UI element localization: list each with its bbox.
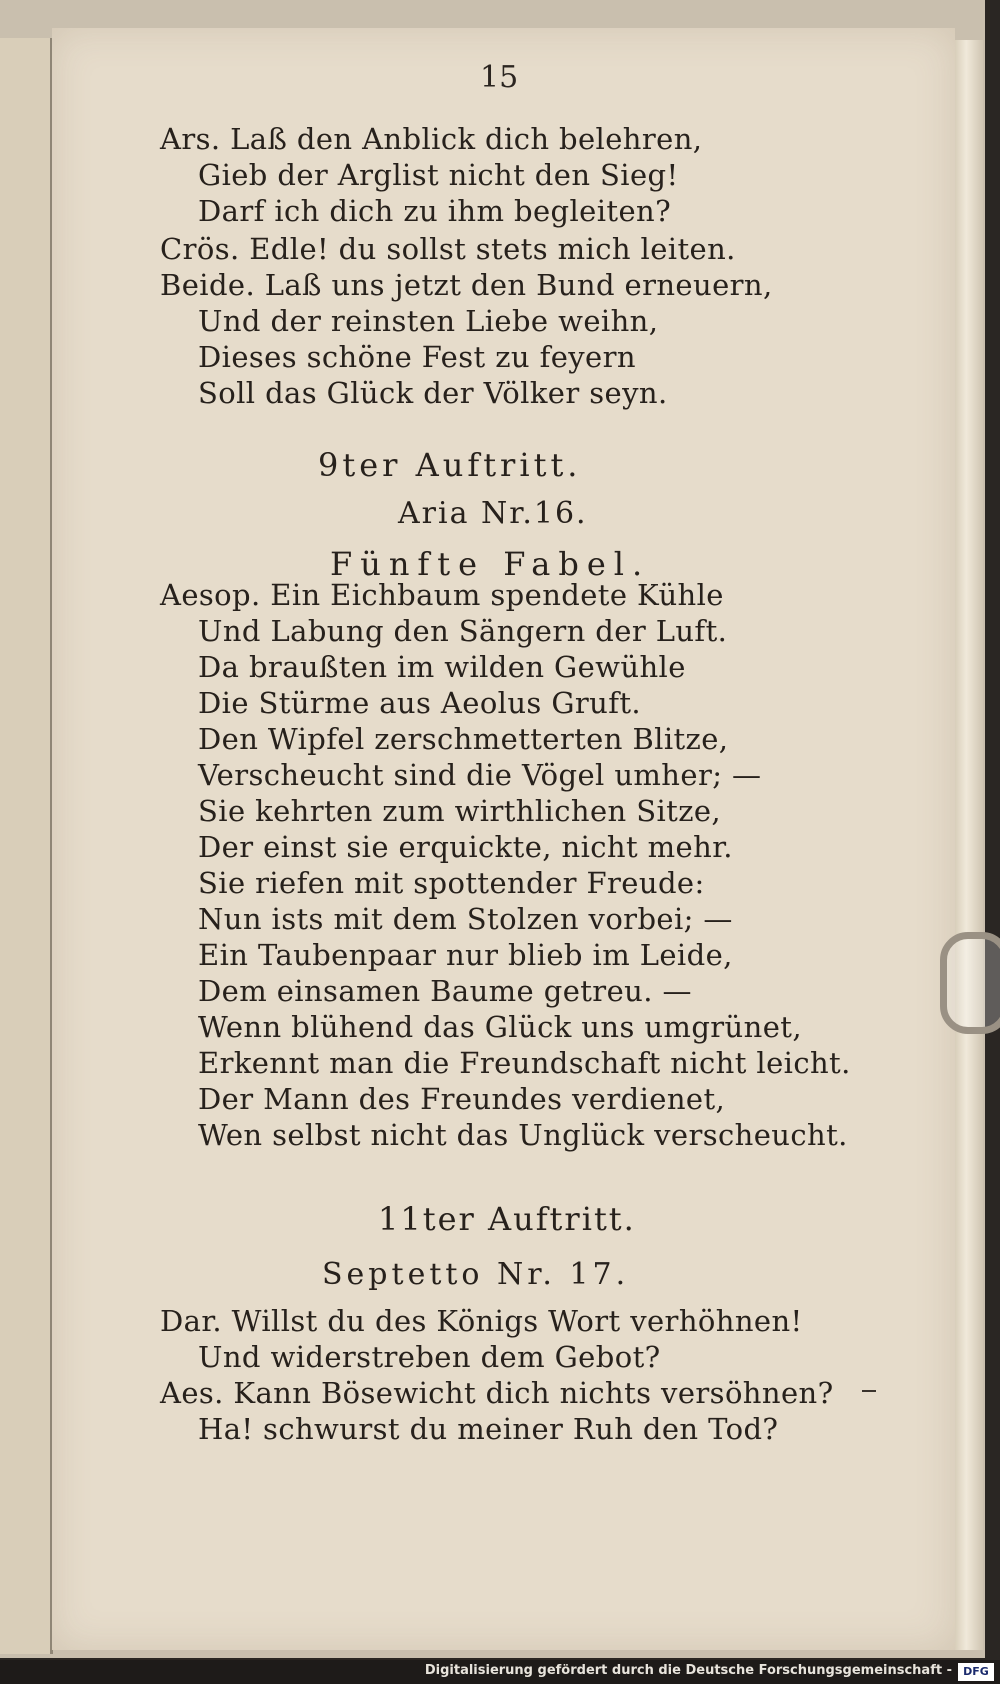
margin-mark — [862, 1390, 876, 1392]
verse-line: Erkennt man die Freundschaft nicht leicht. — [198, 1046, 851, 1080]
dfg-logo: DFG — [958, 1663, 994, 1681]
verse-line: Crös. Edle! du sollst stets mich leiten. — [160, 232, 736, 266]
verse-line: Ars. Laß den Anblick dich belehren, — [160, 122, 703, 156]
verse-line: Dem einsamen Baume getreu. — — [198, 974, 692, 1008]
fable-title: Fünfte Fabel. — [330, 545, 651, 583]
verse-line: Dieses schöne Fest zu feyern — [198, 340, 636, 374]
verse-line: Gieb der Arglist nicht den Sieg! — [198, 158, 679, 192]
verse-line: Ein Taubenpaar nur blieb im Leide, — [198, 938, 733, 972]
page-edge-strip — [955, 40, 983, 1650]
verse-line: Ha! schwurst du meiner Ruh den Tod? — [198, 1412, 779, 1446]
verse-line: Sie kehrten zum wirthlichen Sitze, — [198, 794, 722, 828]
verse-line: Nun ists mit dem Stolzen vorbei; — — [198, 902, 733, 936]
verse-line: Sie riefen mit spottender Freude: — [198, 866, 705, 900]
left-page-edge — [0, 38, 53, 1654]
verse-line: Soll das Glück der Völker seyn. — [198, 376, 668, 410]
page-clip — [940, 932, 1000, 1034]
verse-line: Und Labung den Sängern der Luft. — [198, 614, 728, 648]
page-number: 15 — [480, 60, 519, 95]
verse-line: Der einst sie erquickte, nicht mehr. — [198, 830, 733, 864]
verse-line: Aesop. Ein Eichbaum spendete Kühle — [160, 578, 724, 612]
verse-line: Die Stürme aus Aeolus Gruft. — [198, 686, 642, 720]
scene-heading: 9ter Auftritt. — [318, 446, 582, 484]
verse-line: Den Wipfel zerschmetterten Blitze, — [198, 722, 729, 756]
verse-line: Wen selbst nicht das Unglück verscheucht. — [198, 1118, 848, 1152]
aria-title: Aria Nr.16. — [398, 496, 588, 531]
verse-line: Und der reinsten Liebe weihn, — [198, 304, 659, 338]
scene-heading: 11ter Auftritt. — [378, 1200, 636, 1238]
septetto-title: Septetto Nr. 17. — [322, 1257, 630, 1292]
verse-line: Verscheucht sind die Vögel umher; — — [198, 758, 762, 792]
verse-line: Dar. Willst du des Königs Wort verhöhnen! — [160, 1304, 803, 1338]
verse-line: Der Mann des Freundes verdienet, — [198, 1082, 726, 1116]
verse-line: Beide. Laß uns jetzt den Bund erneuern, — [160, 268, 773, 302]
footer-credit: Digitalisierung gefördert durch die Deutsche Forschungsgemeinschaft - — [424, 1663, 952, 1678]
verse-line: Darf ich dich zu ihm begleiten? — [198, 194, 672, 228]
verse-line: Da braußten im wilden Gewühle — [198, 650, 686, 684]
verse-line: Und widerstreben dem Gebot? — [198, 1340, 661, 1374]
verse-line: Wenn blühend das Glück uns umgrünet, — [198, 1010, 802, 1044]
verse-line: Aes. Kann Bösewicht dich nichts versöhnen? — [160, 1376, 834, 1410]
